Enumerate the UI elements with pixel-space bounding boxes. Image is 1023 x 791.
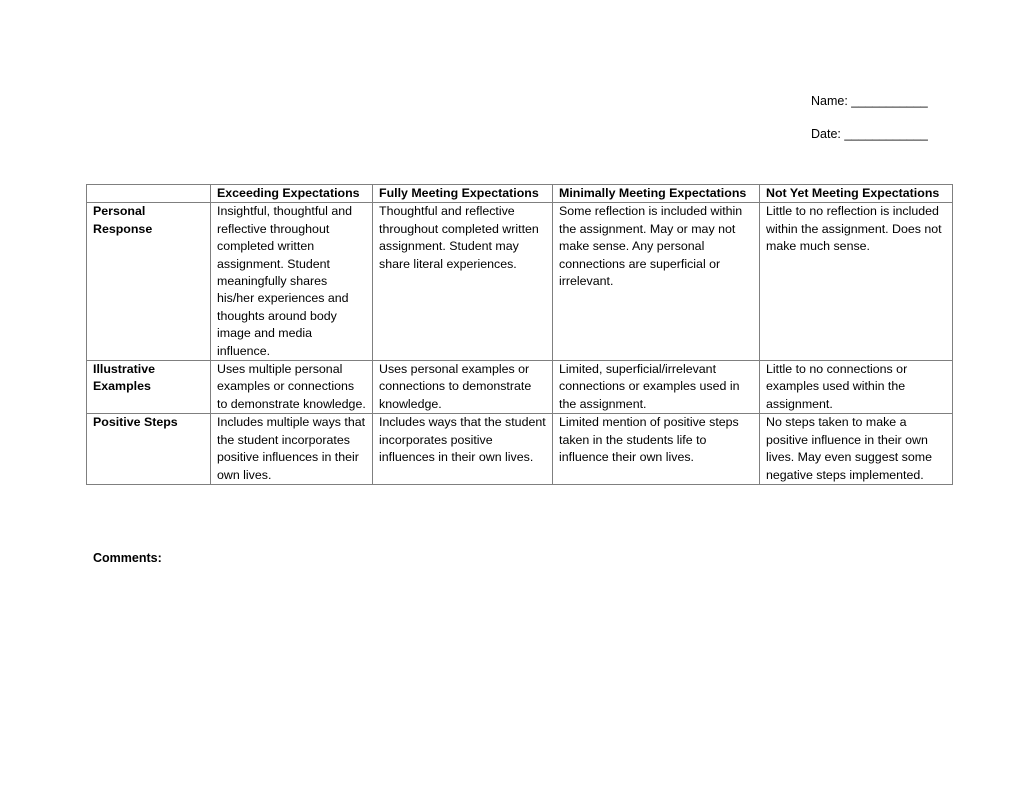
criterion-personal-response: Personal Response [87, 203, 211, 361]
criterion-illustrative-examples: Illustrative Examples [87, 361, 211, 414]
column-header-not-yet-meeting: Not Yet Meeting Expectations [760, 185, 953, 203]
column-header-minimally-meeting: Minimally Meeting Expectations [553, 185, 760, 203]
table-cell: Includes multiple ways that the student incorporates positive influences in their own lives. [211, 414, 373, 485]
table-cell: Some reflection is included within the assignment. May or may not make sense. Any personal connections are superficial or irrelevant. [553, 203, 760, 361]
name-field: Name: ___________ [811, 94, 928, 108]
table-cell: Little to no reflection is included within the assignment. Does not make much sense. [760, 203, 953, 361]
column-header-criterion [87, 185, 211, 203]
rubric-header-row [87, 185, 953, 203]
table-row [87, 361, 953, 414]
comments-label: Comments: [93, 551, 162, 565]
rubric-table [86, 184, 953, 485]
table-cell: Includes ways that the student incorporates positive influences in their own lives. [373, 414, 553, 485]
table-cell: Uses multiple personal examples or connections to demonstrate knowledge. [211, 361, 373, 414]
table-cell: Uses personal examples or connections to demonstrate knowledge. [373, 361, 553, 414]
table-cell: Limited mention of positive steps taken in the students life to influence their own lives. [553, 414, 760, 485]
table-cell: Thoughtful and reflective throughout completed written assignment. Student may share literal experiences. [373, 203, 553, 361]
date-field: Date: ____________ [811, 127, 928, 141]
table-row [87, 203, 953, 361]
table-row [87, 414, 953, 485]
table-cell: Little to no connections or examples used within the assignment. [760, 361, 953, 414]
table-cell: Insightful, thoughtful and reflective throughout completed written assignment. Student meaningfully shares his/her experiences and thoughts around body image and media influence. [211, 203, 373, 361]
table-cell: Limited, superficial/irrelevant connections or examples used in the assignment. [553, 361, 760, 414]
column-header-fully-meeting: Fully Meeting Expectations [373, 185, 553, 203]
column-header-exceeding: Exceeding Expectations [211, 185, 373, 203]
table-cell: No steps taken to make a positive influence in their own lives. May even suggest some negative steps implemented. [760, 414, 953, 485]
criterion-positive-steps: Positive Steps [87, 414, 211, 485]
